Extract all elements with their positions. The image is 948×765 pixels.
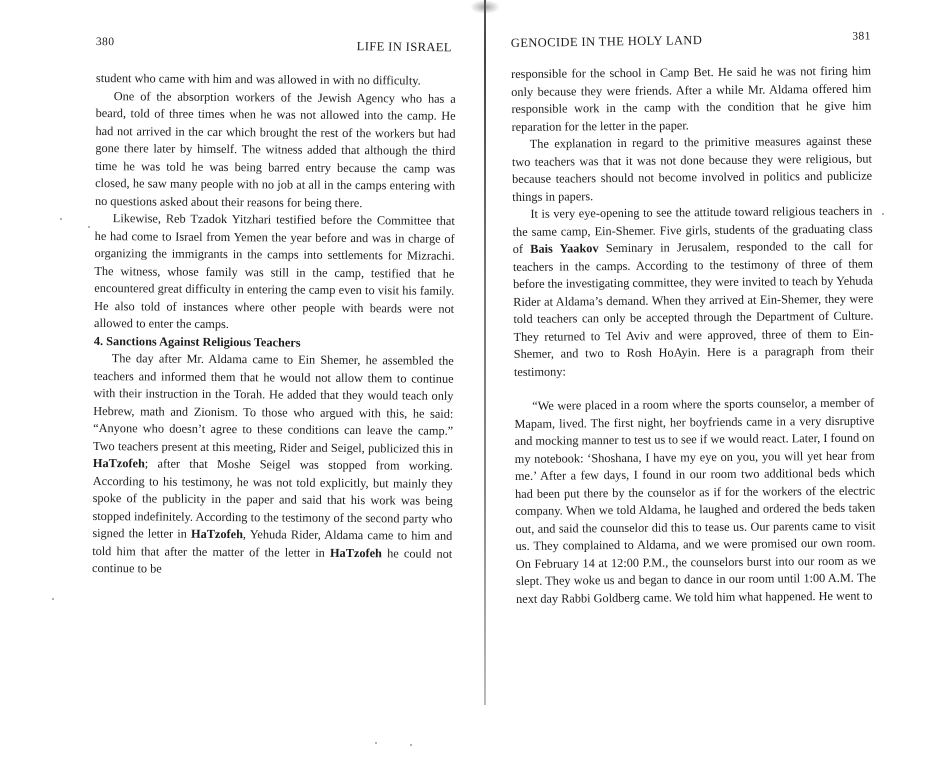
scan-speck xyxy=(882,213,884,215)
right-page-number: 381 xyxy=(852,30,871,43)
right-running-header xyxy=(511,30,871,52)
bold-term: HaTzofeh xyxy=(329,545,382,560)
left-running-head-title: LIFE IN ISRAEL xyxy=(356,39,452,55)
left-running-header xyxy=(96,36,456,56)
text-run: , Yehuda Rider, Aldama came to him and told him that after the matter of the letter in xyxy=(92,527,453,560)
bold-term: HaTzofeh xyxy=(92,455,145,471)
body-paragraph xyxy=(512,203,874,381)
left-page-number: 380 xyxy=(95,36,115,49)
text-run: Likewise, Reb Tzadok Yitzhari testified before the Committee that he had come to Israel from Yemen the year before and was in charge of organizing the immigrants in the camps into settlements for Mizrachi. The witness, whose family was still in the camp, testified that he encountered great difficulty in entering the camp even to visit his family. He also told of instances where other people with beards were not allowed to enter the camps. xyxy=(93,211,455,332)
body-paragraph xyxy=(92,350,454,580)
right-running-head-title: GENOCIDE IN THE HOLY LAND xyxy=(510,32,703,51)
text-run: “We were placed in a room where the sports counselor, a member of Mapam, lived. The first night, her boyfriends came in a very disruptive and mocking manner to test us to see if we would react. Later, I found on my notebook: ‘Shoshana, I have my eye on you, you will yet hear from me.’ After a few days, I found in our room two additional beds which had been put there by the counselor as if for the workers of the electric company. When we told Aldama, he laughed and ordered the beds taken out, and said the counselor did this to tease us. Our parents came to visit us. They complained to Aldama, and we were promised our own room. On February 14 at 12:00 P.M., the counselors burst into our room as we slept. They woke us and began to dance in our room until 1:00 A.M. The next day Rabbi Goldberg came. We told him what happened. He went to xyxy=(514,395,876,606)
text-run: One of the absorption workers of the Jewish Agency who has a beard, told of three times when he was not allowed into the camp. He had not arrived in the car which brought the rest of the workers but had gone there later by himself. The witness added that although the third time he was told he was being barred entry because the camp was closed, he saw many people with no job at all in the camps entering with no questions asked about their reasons for being there. xyxy=(94,88,456,210)
body-paragraph xyxy=(514,395,876,608)
left-page xyxy=(92,0,456,765)
scan-speck xyxy=(60,218,62,220)
left-page-body xyxy=(92,70,456,580)
text-run: responsible for the school in Camp Bet. He said he was not firing him only because they were friends. After a while Mr. Aldama offered him responsible work in the camp with the condition that he give him reparation for the letter in the paper. xyxy=(511,63,872,134)
book-gutter xyxy=(484,0,486,705)
body-paragraph xyxy=(94,210,455,335)
text-run: It is very eye-opening to see the attitude toward religious teachers in the same camp, Ein-Shemer. Five girls, students of the graduating class of xyxy=(512,203,873,256)
scan-speck xyxy=(52,598,54,600)
text-run: The explanation in regard to the primitive measures against these two teachers was that it was not done because they were religious, but because teachers should not become involved in politics and publicize things in papers. xyxy=(511,133,873,204)
body-paragraph xyxy=(95,87,456,212)
right-page-body xyxy=(511,63,876,608)
text-run: Seminary in Jerusalem, responded to the call for teachers in the camps. According to the testimony of three of them before the investigating committee, they were invited to teach by Yehuda Rider at Aldama’s demand. When they arrived at Ein-Shemer, they were told teachers can only be accepted through the Department of Culture. They returned to Tel Aviv and were approved, three of them to Ein-Shemer, and two to Rosh HoAyin. Here is a paragraph from their testimony: xyxy=(512,238,874,379)
text-run: student who came with him and was allowed in with no difficulty. xyxy=(95,70,421,88)
bold-term: HaTzofeh xyxy=(190,526,244,542)
scan-speck xyxy=(88,226,90,228)
text-run: The day after Mr. Aldama came to Ein Shemer, he assembled the teachers and informed them that he would not allow them to continue with their instruction in the Torah. He added that they would teach only Hebrew, math and Zionism. To those who argued with this, he said: “Anyone who doesn’t agree to these conditions can leave the camp.” Two teachers present at this meeting, Rider and Seigel, publicized this in xyxy=(92,351,454,456)
text-run: ; after that Moshe Seigel was stopped from working. According to his testimony, he was not told explicitly, but mainly they spoke of the publicity in the paper and said that his work was being stopped indefinitely. According to the testimony of the second party who signed the letter in xyxy=(92,456,453,541)
scan-speck xyxy=(410,744,412,746)
body-paragraph xyxy=(511,63,872,136)
body-paragraph xyxy=(512,133,873,206)
bold-term: Bais Yaakov xyxy=(530,241,599,256)
scan-speck xyxy=(375,742,377,744)
text-run: he could not continue to be xyxy=(92,545,453,576)
body-paragraph xyxy=(96,70,456,90)
right-page xyxy=(510,0,876,765)
text-run: 4. Sanctions Against Religious Teachers xyxy=(93,333,301,350)
